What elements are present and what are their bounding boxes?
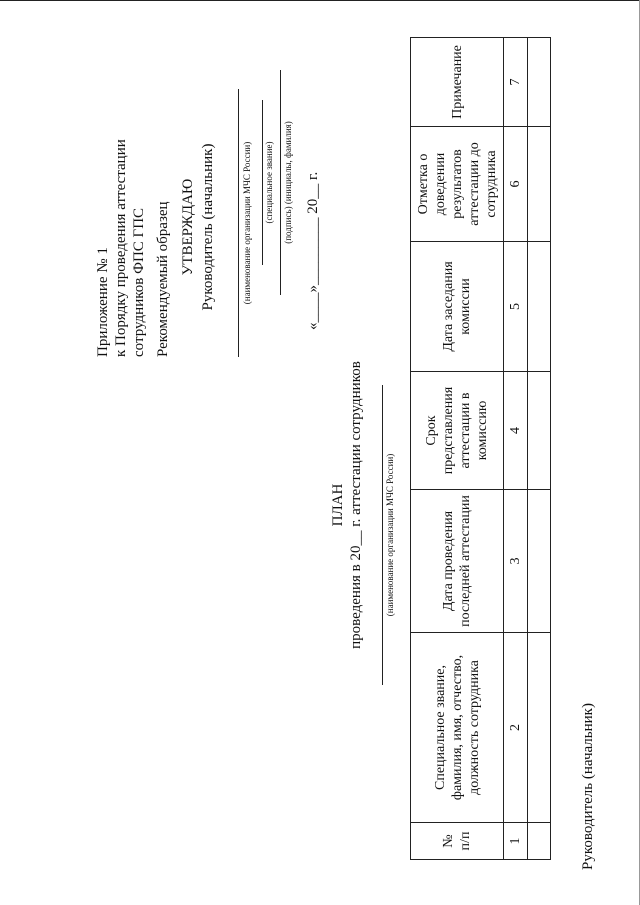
header-commission-date: Дата заседания комиссии — [411, 242, 504, 372]
plan-org-line — [382, 385, 383, 685]
header-result-notice: Отметка о доведении результатов аттестации до сотрудника — [411, 127, 504, 242]
table-cell: 2 — [504, 633, 528, 823]
header-submission-deadline: Срок представления аттестации в комиссию — [411, 372, 504, 490]
approval-rank-hint: (специальное звание) — [264, 141, 274, 224]
table-cell: 4 — [504, 372, 528, 490]
approval-org-hint: (наименование организации МЧС России) — [242, 141, 252, 305]
approval-sign-hint: (подпись) (инициалы, фамилия) — [283, 121, 293, 244]
table-cell — [528, 38, 551, 127]
recommended-sample: Рекомендуемый образец — [155, 201, 171, 357]
header-note: Примечание — [411, 38, 504, 127]
appendix-line-2: к Порядку проведения аттестации — [113, 139, 129, 357]
approver-role: Руководитель (начальник) — [200, 143, 216, 311]
appendix-line-1: Приложение № 1 — [95, 247, 111, 357]
table-cell — [528, 633, 551, 823]
table-cell: 3 — [504, 490, 528, 633]
plan-org-hint: (наименование организации МЧС России) — [385, 453, 395, 617]
plan-subtitle: проведения в 20__ г. аттестации сотрудников — [348, 361, 364, 649]
table-numbering-row — [504, 38, 528, 860]
approval-sign-line — [280, 70, 281, 295]
appendix-line-3: сотрудников ФПС ГПС — [131, 207, 147, 357]
approval-title: УТВЕРЖДАЮ — [180, 178, 196, 276]
header-employee: Специальное звание, фамилия, имя, отчество, должность сотрудника — [411, 633, 504, 823]
approval-org-line — [238, 89, 239, 357]
table-header-row — [411, 38, 504, 860]
table-cell: 5 — [504, 242, 528, 372]
table-cell: 7 — [504, 38, 528, 127]
table-cell: 6 — [504, 127, 528, 242]
table-row — [528, 38, 551, 860]
plan-title: ПЛАН — [330, 483, 346, 527]
table-cell — [528, 490, 551, 633]
plan-table — [410, 37, 551, 860]
header-last-attestation: Дата проведения последней аттестации — [411, 490, 504, 633]
approval-rank-line — [262, 100, 263, 265]
header-number: № п/п — [411, 823, 504, 860]
table-cell — [528, 242, 551, 372]
signer-role: Руководитель (начальник) — [580, 703, 596, 870]
table-cell — [528, 823, 551, 860]
table-cell — [528, 127, 551, 242]
approval-date: «____»_________ 20__ г. — [305, 171, 321, 330]
table-cell: 1 — [504, 823, 528, 860]
table-cell — [528, 372, 551, 490]
appendix-block — [94, 139, 148, 357]
